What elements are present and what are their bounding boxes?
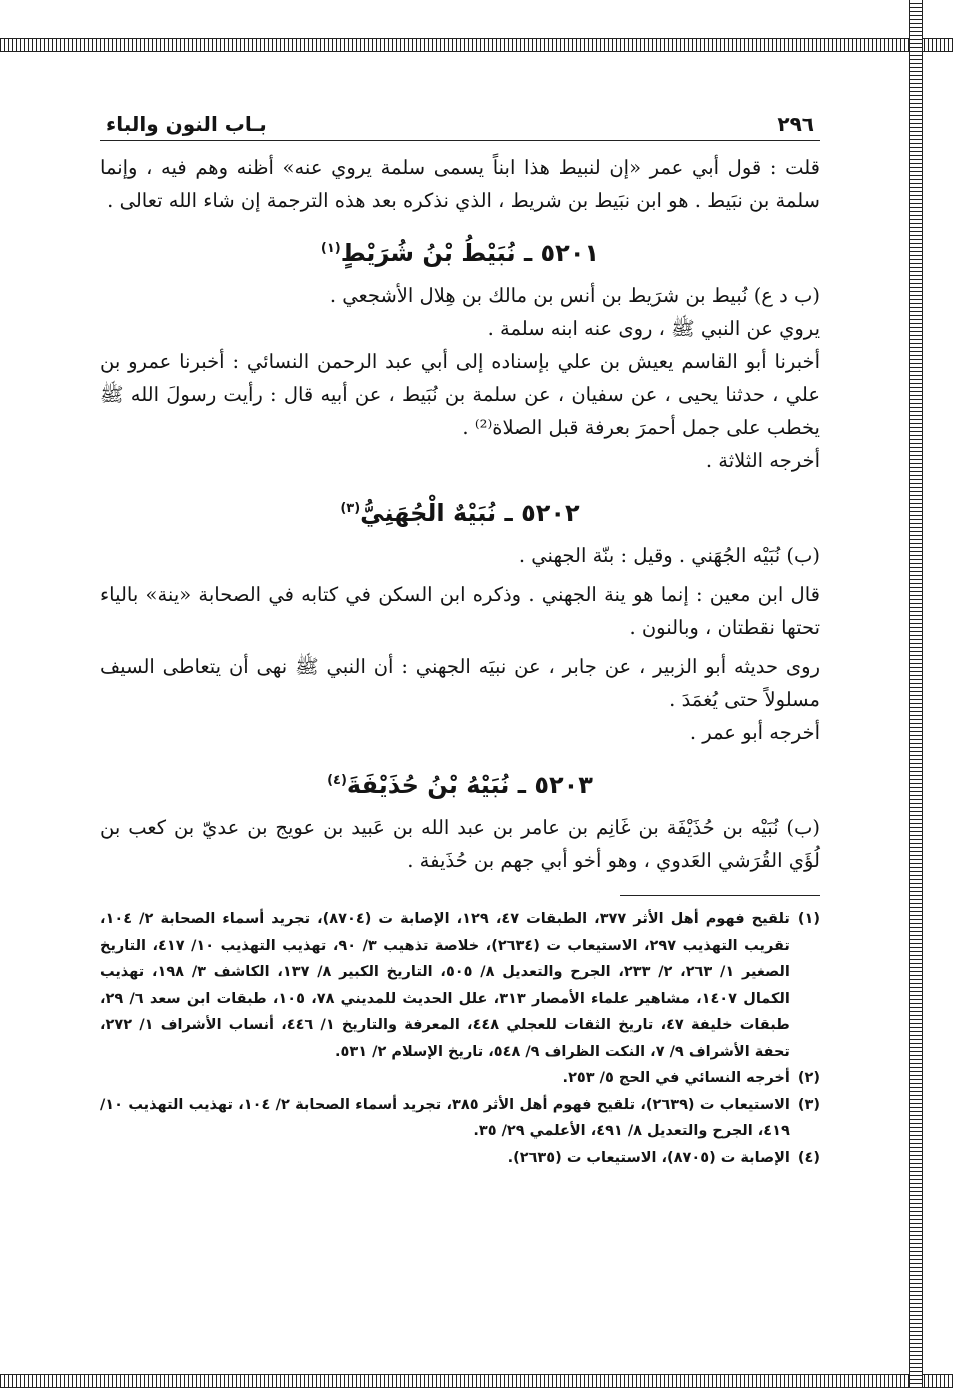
right-border xyxy=(909,0,923,1388)
entry-5202-heading xyxy=(100,489,820,533)
entry-5202-line-1: (ب) نُبَيْه الجُهَني . وقيل : بنّة الجهني . xyxy=(518,544,820,567)
footnote-text: تلقيح فهوم أهل الأثر ٣٧٧، الطبقات ٤٧، ١٢٩، الإصابة ت (٨٧٠٤)، تجريد أسماء الصحابة ٢/ ١٠٤، تقريب التهذيب ٢٩٧، الاستيعاب ت (٢٦٣٤)، خلاصة تذهيب ٣/ ٩٠، تهذيب التهذيب ١٠/ ٤١٧، التاريخ الصغير ١/ ٢٦٣، ٢/ ٢٣٣، الجرح والتعديل ٨/ ٥٠٥، التاريخ الكبير ٨/ ١٣٧، الكاشف ٣/ ١٩٨، تهذيب الكمال ١٤٠٧، مشاهير علماء الأمصار ٣١٣، علل الحديث للمديني ٧٨، ١٠٥، طبقات ابن سعد ٦/ ٢٩، طبقات خليفة ٤٧، تاريخ الثقات للعجلي ٤٤٨، المعرفة والتاريخ ١/ ٤٤٦، أنساب الأشراف ١/ ٢٧٢، تحفة الأشراف ٩/ ٧، النكت الظراف ٩/ ٥٤٨، تاريخ الإسلام ٢/ ٥٣١. xyxy=(100,911,790,1060)
entry-5202-title: ٥٢٠٢ ـ نُبَيْهٌ الْجُهَنِيُّ xyxy=(360,499,580,527)
entry-5201-heading xyxy=(100,229,820,273)
entry-5203-note-ref: (٤) xyxy=(327,773,347,788)
entry-5202-note-ref: (٣) xyxy=(340,501,361,516)
entry-5201-note-ref: (١) xyxy=(320,241,341,256)
entry-5202-line-2: قال ابن معين : إنما هو ينة الجهني . وذكره ابن السكن في كتابه في الصحابة «ينة» بالياء تحتها نقطتان ، وبالنون . xyxy=(100,583,820,639)
page-number: ٢٩٦ xyxy=(777,112,814,136)
footnote-text: أخرجه النسائي في الحج ٥/ ٢٥٣. xyxy=(562,1070,790,1086)
intro-paragraph: قلت : قول أبي عمر «إن لنبيط هذا ابناً يسمى سلمة يروي عنه» أظنه وهم فيه ، وإنما سلمة بن نبَيط . هو ابن نبَيط بن شريط ، الذي نذكره بعد هذه الترجمة إن شاء الله تعالى . xyxy=(100,156,820,212)
chapter-title: بـاب النون والباء xyxy=(106,112,267,136)
footnote-separator xyxy=(620,895,820,896)
entry-5203-heading xyxy=(100,761,820,805)
footnote-number: (٢) xyxy=(797,1070,820,1086)
entry-5201-title: ٥٢٠١ ـ نُبَيْطُ بْنُ شُرَيْطٍ xyxy=(340,239,600,267)
footnote-number: (١) xyxy=(797,911,820,927)
entry-5201-line-1: (ب د ع) نُبيط بن شرَيط بن أنس بن مالك بن هِلال الأشجعي . xyxy=(329,284,820,307)
page-header xyxy=(100,98,820,141)
footnote-number: (٤) xyxy=(797,1149,820,1166)
entry-5201-line-2: يروي عن النبي ﷺ ، روى عنه ابنه سلمة . xyxy=(487,317,820,340)
main-text xyxy=(100,151,820,877)
footnote-text: الإصابة ت (٨٧٠٥)، الاستيعاب ت (٢٦٣٥). xyxy=(507,1149,790,1166)
footnote xyxy=(100,1065,820,1092)
entry-5203-line-1: (ب) نُبَيْه بن حُذَيْفَة بن غَانِم بن عامر بن عبد الله بن عَبيد بن عويج بن عديّ بن كعب بن لُؤَي القُرَشي العَدوي ، وهو أخو أبي جهم بن حُذَيفة . xyxy=(100,816,820,872)
footnote xyxy=(100,1145,820,1172)
bottom-border xyxy=(0,1374,953,1388)
entry-5203-title: ٥٢٠٣ ـ نُبَيْهُ بْنُ حُذَيْفَةَ xyxy=(346,771,593,799)
top-border xyxy=(0,38,953,52)
footnotes xyxy=(100,906,820,1171)
page-content xyxy=(100,98,820,1171)
entry-5201-line-4: أخرجه الثلاثة . xyxy=(705,449,820,472)
entry-5201-line-3: أخبرنا أبو القاسم يعيش بن علي بإسناده إلى أبي عبد الرحمن النسائي : أخبرنا عمرو بن علي ، حدثنا يحيى ، عن سفيان ، عن سلمة بن نُبَيط ، عن أبيه قال : رأيت رسولَ الله ﷺ يخطب على جمل أحمرَ بعرفة قبل الصلاة⁽²⁾ . xyxy=(100,350,820,439)
footnote xyxy=(100,906,820,1065)
footnote-text: الاستيعاب ت (٢٦٣٩)، تلقيح فهوم أهل الأثر ٣٨٥، تجريد أسماء الصحابة ٢/ ١٠٤، تهذيب التهذيب ١٠/ ٤١٩، الجرح والتعديل ٨/ ٤٩١، الأعلمي ٢٩/ ٣٥. xyxy=(100,1096,790,1139)
entry-5202-line-4: أخرجه أبو عمر . xyxy=(689,721,820,744)
entry-5202-line-3: روى حديثه أبو الزبير ، عن جابر ، عن نبيَه الجهني : أن النبي ﷺ نهى أن يتعاطى السيف مسلولاً حتى يُغمَدَ . xyxy=(100,655,820,711)
footnote-number: (٣) xyxy=(797,1096,820,1113)
footnote xyxy=(100,1092,820,1145)
